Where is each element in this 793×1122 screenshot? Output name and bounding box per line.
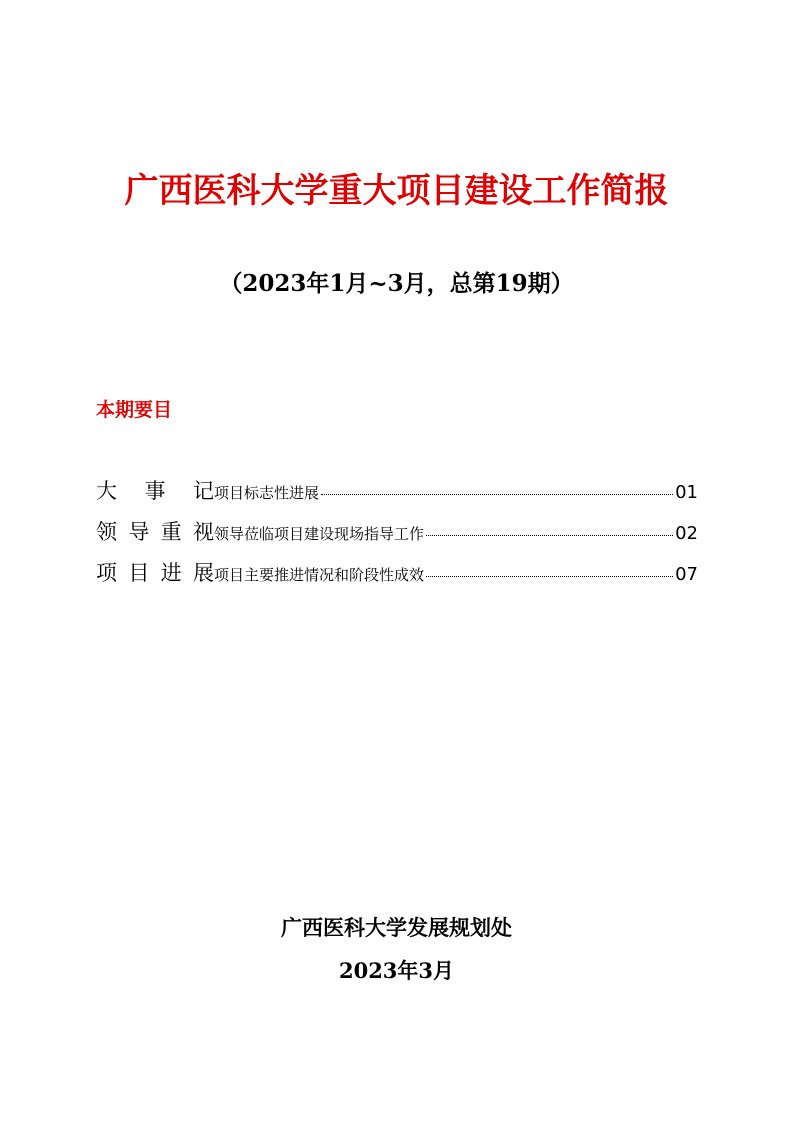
toc-page-number: 02 [675,523,698,544]
toc-section-char: 大 [96,479,117,503]
issue-date: 2023年3月 [338,958,455,983]
toc-section-char: 项 [96,561,117,585]
table-of-contents [96,475,698,598]
toc-dot-leader [426,575,673,577]
toc-entry [214,564,698,585]
issue-line: （2023年1月~3月，总第19期） [219,270,574,297]
toc-section-label [96,516,214,546]
toc-dot-leader [426,534,673,536]
toc-entry-title: 项目主要推进情况和阶段性成效 [214,566,425,584]
toc-entry-title: 领导莅临项目建设现场指导工作 [214,525,425,543]
toc-heading: 本期要目 [96,399,173,421]
toc-section-char: 事 [144,479,166,503]
toc-page-number: 07 [675,564,698,585]
toc-entry [214,482,698,503]
toc-section-char: 重 [160,520,182,544]
issuing-organization: 广西医科大学发展规划处 [281,915,512,940]
toc-section-char: 记 [193,479,214,503]
toc-dot-leader [321,493,673,495]
toc-entry-title: 项目标志性进展 [214,484,320,502]
toc-section-char: 领 [96,520,117,544]
toc-section-char: 视 [192,520,214,544]
document-title: 广西医科大学重大项目建设工作简报 [124,171,669,211]
toc-section-char: 进 [160,561,182,585]
toc-section-label [96,557,214,587]
toc-row-leadership[interactable] [96,516,698,557]
toc-row-major-events[interactable] [96,475,698,516]
toc-section-char: 展 [192,561,214,585]
toc-entry [214,523,698,544]
toc-section-char: 导 [128,520,150,544]
toc-section-char: 目 [128,561,150,585]
toc-page-number: 01 [675,482,698,503]
toc-section-label [96,475,214,505]
toc-row-project-progress[interactable] [96,557,698,598]
